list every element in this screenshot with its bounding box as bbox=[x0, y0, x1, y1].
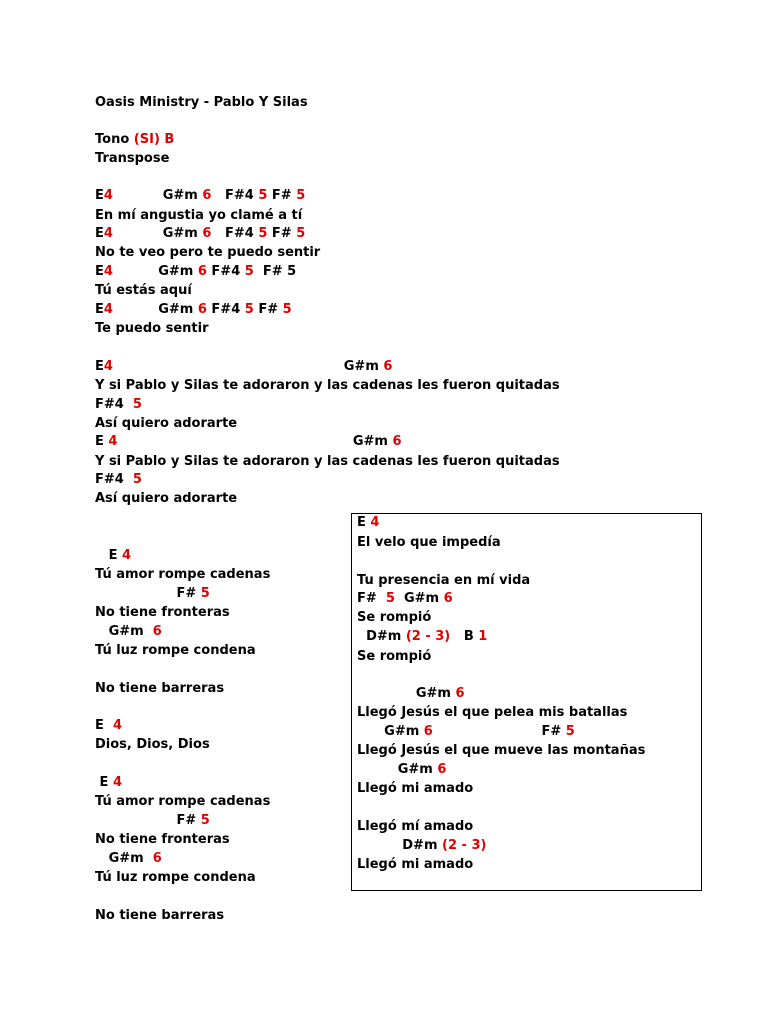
chord-number: 6 bbox=[383, 359, 393, 374]
lyric-line: No tiene barreras bbox=[95, 908, 225, 923]
chord: F#4 bbox=[206, 264, 245, 279]
chord: F# 5 bbox=[253, 264, 297, 279]
chord: D#m bbox=[402, 838, 438, 853]
chord: E bbox=[95, 718, 104, 733]
lyric-line: El velo que impedía bbox=[357, 535, 501, 550]
chord: G#m bbox=[397, 762, 433, 777]
chord-line bbox=[95, 359, 392, 375]
lyric-line: Se rompió bbox=[357, 610, 432, 625]
chord-line bbox=[357, 686, 465, 702]
chord: G#m bbox=[415, 686, 451, 701]
lyric-line: Tú amor rompe cadenas bbox=[95, 794, 271, 809]
chord-number: 4 bbox=[103, 264, 113, 279]
lyric-line: No tiene fronteras bbox=[95, 832, 230, 847]
chord-number: 4 bbox=[112, 718, 122, 733]
chord: G#m bbox=[162, 226, 198, 241]
lyric-line: Llegó mi amado bbox=[357, 781, 474, 796]
chord: G#m bbox=[158, 302, 194, 317]
chord: F# bbox=[95, 813, 201, 828]
chord: F# bbox=[95, 586, 201, 601]
chord: E bbox=[95, 188, 104, 203]
chord: D#m bbox=[366, 629, 402, 644]
chord: G#m bbox=[158, 264, 194, 279]
chord-number: 4 bbox=[103, 302, 113, 317]
lyric-line: No tiene barreras bbox=[95, 681, 225, 696]
chord-number: 5 bbox=[282, 302, 292, 317]
chord-number: (2 - 3) bbox=[405, 629, 451, 644]
chord-line bbox=[357, 724, 575, 740]
chord: G#m bbox=[95, 851, 153, 866]
chord-line bbox=[357, 591, 453, 607]
chord: F# bbox=[267, 188, 297, 203]
chord bbox=[113, 226, 163, 241]
chord: F#4 bbox=[95, 397, 133, 412]
chord-number: 1 bbox=[478, 629, 488, 644]
chord: G#m bbox=[95, 624, 153, 639]
chord-line bbox=[95, 188, 305, 204]
chord: G#m bbox=[343, 359, 379, 374]
chord-number: 6 bbox=[443, 591, 453, 606]
chord: F# bbox=[541, 724, 562, 739]
lyric-line: Tú luz rompe condena bbox=[95, 870, 256, 885]
chord-line bbox=[95, 397, 142, 413]
chord: E bbox=[95, 434, 109, 449]
chord-line bbox=[95, 718, 122, 734]
chord-line bbox=[95, 548, 131, 564]
lyric-line: Tú luz rompe condena bbox=[95, 643, 256, 658]
lyric-line: En mí angustia yo clamé a tí bbox=[95, 208, 303, 223]
chord: E bbox=[95, 302, 104, 317]
chord-line bbox=[95, 226, 305, 242]
lyric-line: Así quiero adorarte bbox=[95, 491, 238, 506]
chord-number: 4 bbox=[370, 515, 380, 530]
chord: E bbox=[95, 226, 104, 241]
chord-number: 4 bbox=[103, 226, 113, 241]
chord: E bbox=[95, 548, 122, 563]
chord-number: 6 bbox=[423, 724, 433, 739]
chord-number: 5 bbox=[200, 813, 210, 828]
chord-number: 5 bbox=[385, 591, 395, 606]
chord-number: 5 bbox=[132, 397, 142, 412]
chord-number: 4 bbox=[121, 548, 132, 563]
chord-line bbox=[357, 515, 379, 531]
lyric-line: Tú amor rompe cadenas bbox=[95, 567, 271, 582]
key-solfege: (SI) bbox=[133, 132, 160, 147]
chord-number: 4 bbox=[112, 775, 122, 790]
chord-line bbox=[95, 851, 162, 867]
lyric-line: Se rompió bbox=[357, 649, 432, 664]
chord-line bbox=[95, 302, 292, 318]
lyric-line: Llegó Jesús el que pelea mis batallas bbox=[357, 705, 628, 720]
chord-number: (2 - 3) bbox=[442, 838, 487, 853]
chord-number: 4 bbox=[103, 188, 113, 203]
chord: E bbox=[357, 515, 366, 530]
chord: G#m bbox=[384, 724, 420, 739]
chord: G#m bbox=[403, 591, 440, 606]
chord-number: 5 bbox=[296, 188, 306, 203]
lyric-line: Llegó mi amado bbox=[357, 857, 474, 872]
chord-number: 5 bbox=[296, 226, 306, 241]
chord-number: 5 bbox=[258, 188, 268, 203]
chord: F#4 bbox=[211, 188, 259, 203]
chord bbox=[113, 302, 158, 317]
chord-number: 6 bbox=[202, 188, 212, 203]
chord: B bbox=[463, 629, 474, 644]
chord-line bbox=[95, 434, 402, 450]
chord-number: 5 bbox=[244, 264, 254, 279]
chord: F# bbox=[357, 591, 377, 606]
chord-number: 6 bbox=[437, 762, 447, 777]
lyric-line: No tiene fronteras bbox=[95, 605, 230, 620]
chord-number: 5 bbox=[565, 724, 575, 739]
lyric-line: Y si Pablo y Silas te adoraron y las cadenas les fueron quitadas bbox=[95, 454, 560, 469]
transpose-link[interactable]: Transpose bbox=[95, 151, 170, 166]
lyric-line: Llegó mí amado bbox=[357, 819, 474, 834]
lyric-line: Dios, Dios, Dios bbox=[95, 737, 210, 752]
chord-number: 6 bbox=[152, 624, 162, 639]
chord bbox=[113, 264, 158, 279]
chord-line bbox=[95, 472, 142, 488]
chord-number: 5 bbox=[258, 226, 268, 241]
chord-number: 6 bbox=[392, 434, 402, 449]
chord-number: 5 bbox=[200, 586, 210, 601]
chord: E bbox=[95, 264, 104, 279]
key-note: B bbox=[164, 132, 175, 147]
chord bbox=[113, 359, 344, 374]
chord: G#m bbox=[162, 188, 198, 203]
lyric-line: Tú estás aquí bbox=[95, 283, 192, 298]
lyric-line: Así quiero adorarte bbox=[95, 416, 238, 431]
chord-number: 6 bbox=[152, 851, 162, 866]
chord-line bbox=[95, 775, 122, 791]
chord-number: 4 bbox=[103, 359, 113, 374]
lyric-line: Tu presencia en mí vida bbox=[357, 573, 531, 588]
lyric-line: Te puedo sentir bbox=[95, 321, 209, 336]
chord: F#4 bbox=[211, 226, 259, 241]
chord: F# bbox=[267, 226, 297, 241]
chord-number: 4 bbox=[108, 434, 118, 449]
chord-line bbox=[95, 624, 162, 640]
chord-line bbox=[95, 586, 210, 602]
chord-line bbox=[357, 838, 486, 854]
lyric-line: No te veo pero te puedo sentir bbox=[95, 245, 321, 260]
chord-line bbox=[95, 813, 210, 829]
lyric-line: Y si Pablo y Silas te adoraron y las cadenas les fueron quitadas bbox=[95, 378, 560, 393]
chord-number: 6 bbox=[197, 264, 207, 279]
chord-line bbox=[357, 629, 487, 645]
chord-number: 6 bbox=[197, 302, 207, 317]
chord: F#4 bbox=[95, 472, 133, 487]
chord: E bbox=[95, 359, 104, 374]
chord-number: 5 bbox=[244, 302, 254, 317]
song-title: Oasis Ministry - Pablo Y Silas bbox=[95, 95, 308, 110]
key-label: Tono bbox=[95, 132, 130, 147]
chord-line bbox=[357, 762, 446, 778]
key-line bbox=[95, 132, 174, 148]
chord: F#4 bbox=[206, 302, 245, 317]
chord: E bbox=[95, 775, 113, 790]
chord: G#m bbox=[352, 434, 388, 449]
chord bbox=[113, 188, 163, 203]
chord-number: 6 bbox=[202, 226, 212, 241]
chord-number: 5 bbox=[132, 472, 142, 487]
chord-number: 6 bbox=[455, 686, 465, 701]
chord: F# bbox=[253, 302, 283, 317]
lyric-line: Llegó Jesús el que mueve las montañas bbox=[357, 743, 646, 758]
chord-line bbox=[95, 264, 296, 280]
chord bbox=[117, 434, 352, 449]
